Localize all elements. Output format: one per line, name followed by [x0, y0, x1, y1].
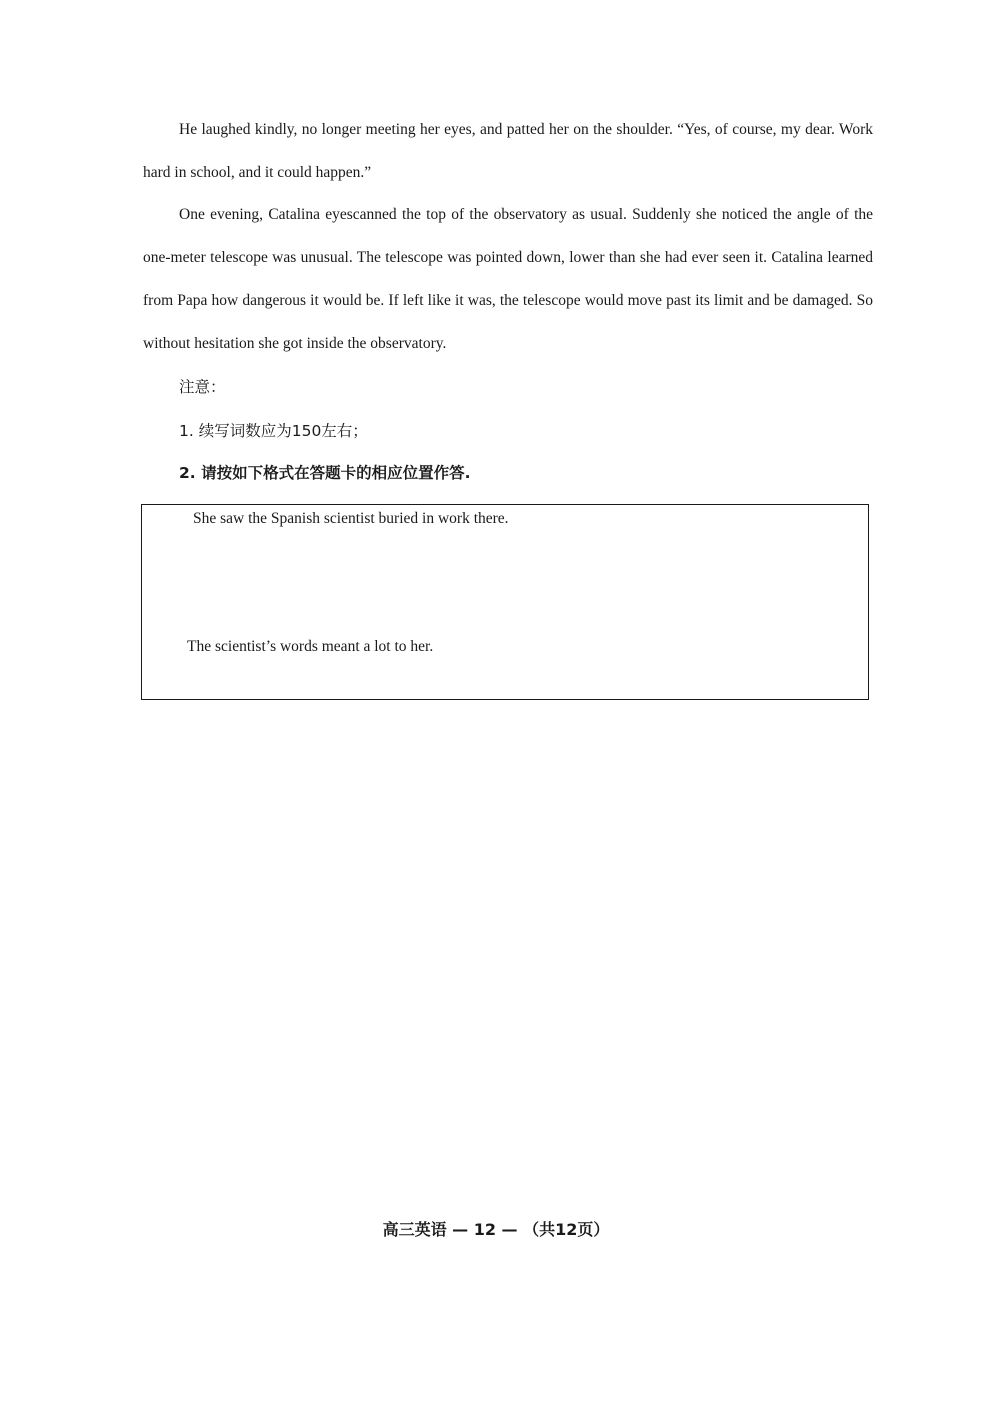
passage-paragraph-1: He laughed kindly, no longer meeting her eyes, and patted her on the shoulder. “Yes, of course, my dear. Work hard in school, and it could happen.”	[143, 121, 873, 181]
notes-title: 注意：	[179, 378, 226, 396]
opening-sentence-1: She saw the Spanish scientist buried in work there.	[193, 510, 509, 527]
notes-item-1: 1. 续写词数应为150左右；	[179, 422, 368, 440]
answer-box	[141, 504, 869, 700]
passage-paragraph-2: One evening, Catalina eyescanned the top of the observatory as usual. Suddenly she noticed the angle of the one-meter telescope was unusual. The telescope was pointed down, lower than she had ever seen it. Catalina learned from Papa how dangerous it would be. If left like it was, the telescope would move past its limit and be damaged. So without hesitation she got inside the observatory.	[143, 206, 873, 352]
page-footer: 高三英语 — 12 — （共12页）	[382, 1220, 610, 1239]
opening-sentence-2: The scientist’s words meant a lot to her.	[187, 638, 434, 655]
notes-item-2: 2. 请按如下格式在答题卡的相应位置作答.	[179, 464, 471, 482]
